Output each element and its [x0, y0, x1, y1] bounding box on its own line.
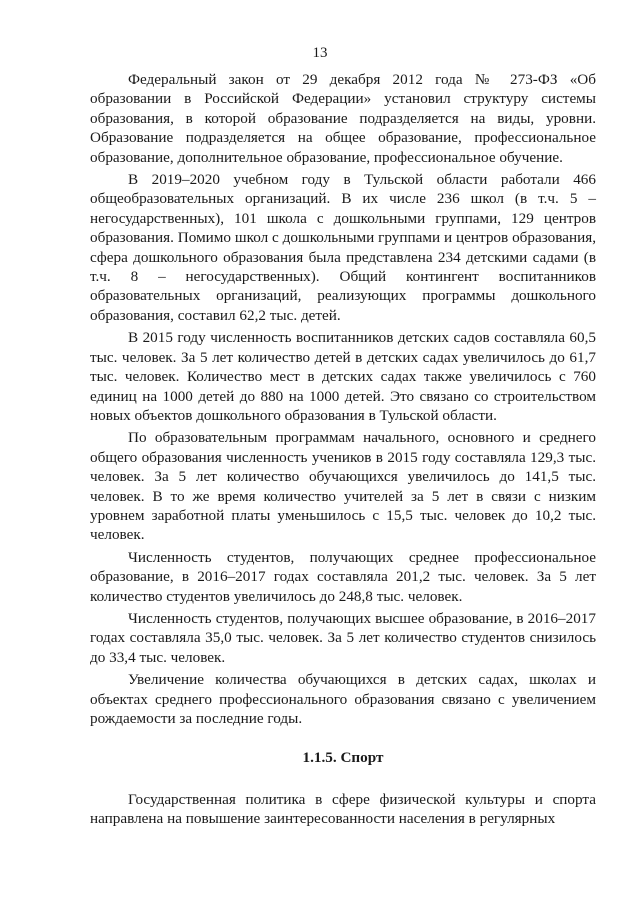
paragraph-kindergartens: В 2015 году численность воспитанников детских садов составляла 60,5 тыс. человек. За 5 лет количество детей в детских садах увеличилось до 61,7 тыс. человек. Количество мест в детских садах также увеличилось с 760 единиц на 1000 детей до 880 на 1000 детей. Это связано со строительством новых объектов дошкольного образования в Тульской области.: [90, 329, 596, 424]
paragraph-federal-law: Федеральный закон от 29 декабря 2012 года № 273-ФЗ «Об образовании в Российской Федерации» установил структуру системы образования, в которой образование подразделяется на виды, уровни. Образование подразделяется на общее образование, профессиональное образование, дополнительное образование, профессиональное обучение.: [90, 71, 596, 166]
page-number: 13: [312, 45, 328, 61]
section-heading-sport: 1.1.5. Спорт: [302, 749, 384, 767]
paragraph-higher-education: Численность студентов, получающих высшее образование, в 2016–2017 годах составляла 35,0 тыс. человек. За 5 лет количество студентов снизилось до 33,4 тыс. человек.: [90, 609, 596, 666]
paragraph-sport-policy: Государственная политика в сфере физической культуры и спорта направлена на повышение заинтересованности населения в регулярных: [90, 790, 596, 828]
paragraph-general-education: По образовательным программам начального, основного и среднего общего образования численность учеников в 2015 году составляла 129,3 тыс. человек. За 5 лет количество обучающихся увеличилось до 141,5 тыс. человек. В то же время количество учителей за 5 лет в связи с низким уровнем заработной платы уменьшилось с 15,5 тыс. человек до 10,2 тыс. человек.: [90, 429, 596, 544]
paragraph-birth-rate: Увеличение количества обучающихся в детских садах, школах и объектах среднего профессионального образования связано с увеличением рождаемости за последние годы.: [90, 671, 596, 727]
body-text: [90, 70, 596, 832]
paragraph-vocational-education: Численность студентов, получающих среднее профессиональное образование, в 2016–2017 годах составляла 201,2 тыс. человек. За 5 лет количество студентов увеличилось до 248,8 тыс. человек.: [90, 548, 596, 605]
paragraph-organizations: В 2019–2020 учебном году в Тульской области работали 466 общеобразовательных организаций. В их числе 236 школ (в т.ч. 5 – негосударственных), 101 школа с дошкольными группами, 129 центров образования. Помимо школ с дошкольными группами и центров образования, сфера дошкольного образования была представлена 234 детскими садами (в т.ч. 8 – негосударственных). Общий контингент воспитанников образовательных организаций, реализующих программы дошкольного образования, составил 62,2 тыс. детей.: [90, 171, 596, 324]
